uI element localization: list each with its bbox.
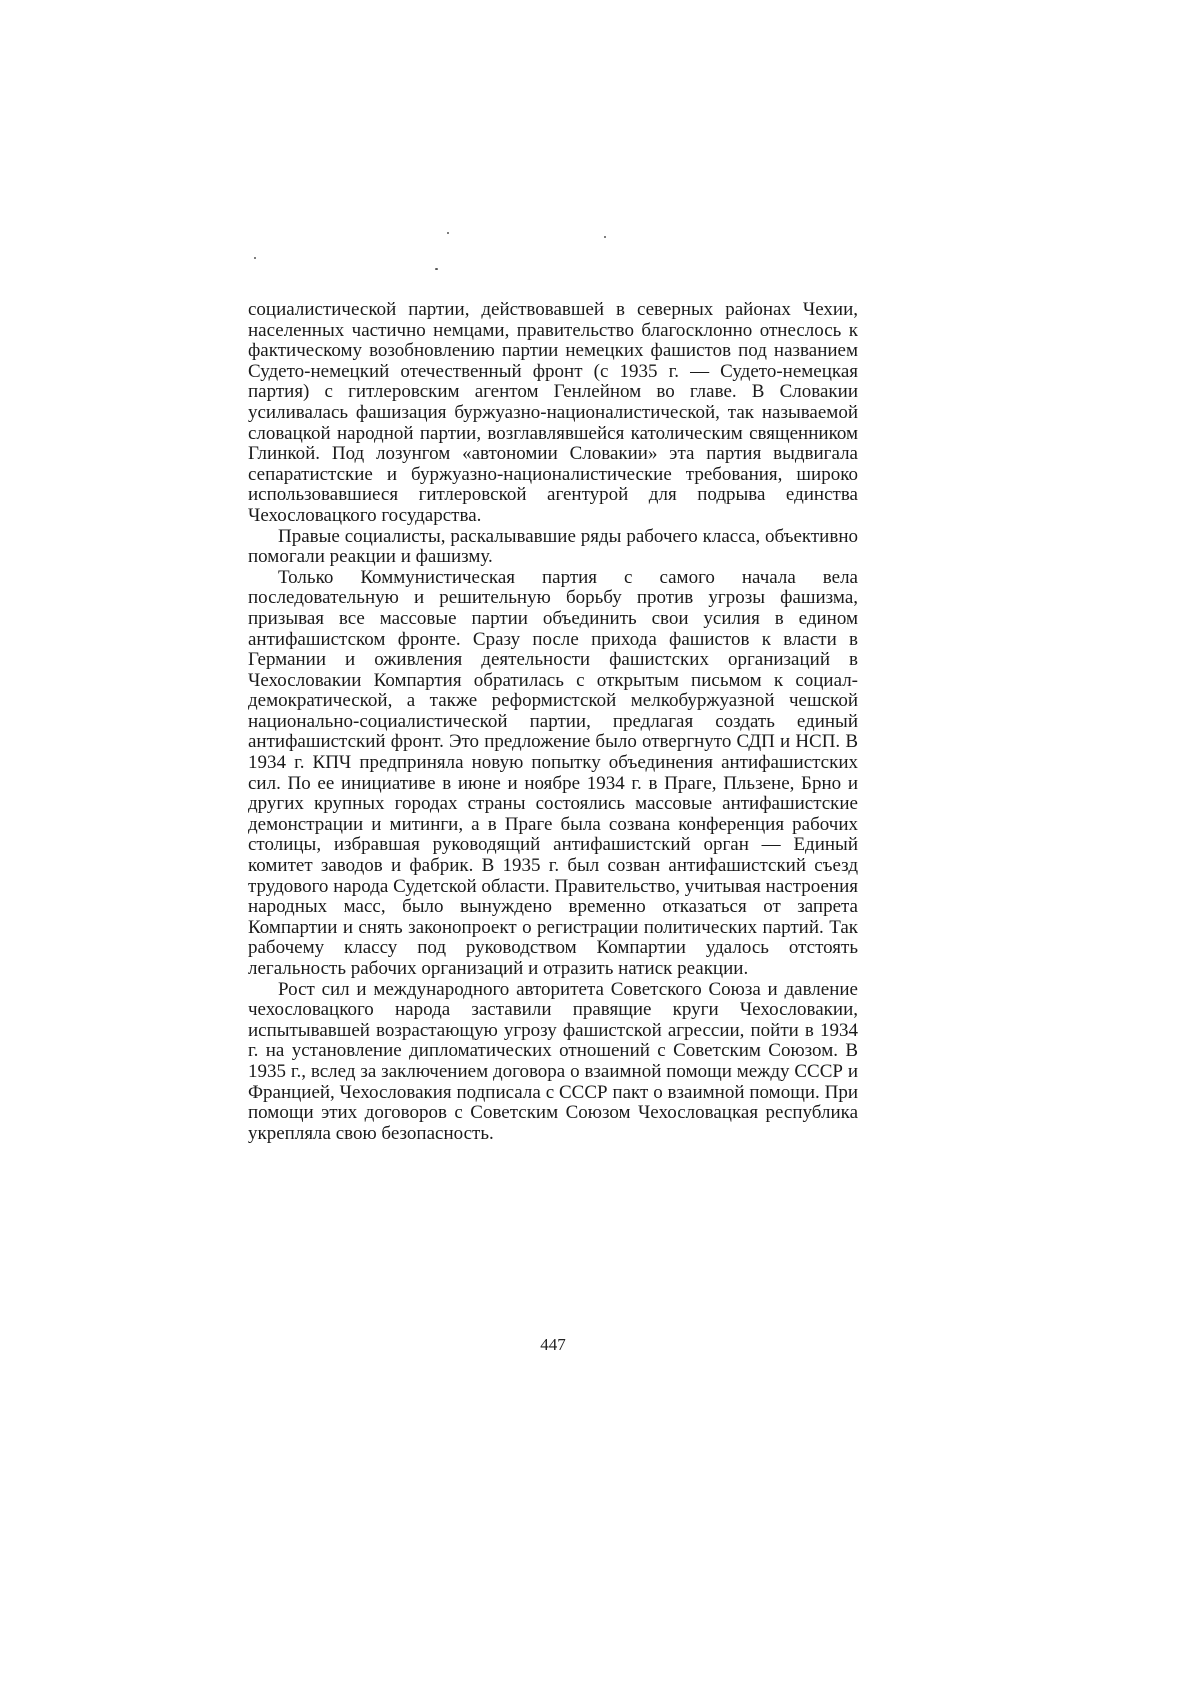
paragraph-2: Правые социалисты, раскалывавшие ряды рабочего класса, объективно помогали реакции и фашизму. [248, 525, 858, 568]
print-speck [254, 257, 256, 259]
print-speck [447, 232, 449, 234]
paragraph-3: Только Коммунистическая партия с самого начала вела последовательную и решительную борьбу против угрозы фашизма, призывая все массовые партии объединить свои усилия в едином антифашистском фронте. Сразу после прихода фашистов к власти в Германии и оживления деятельности фашистских организаций в Чехословакии Компартия обратилась с открытым письмом к социал-демократической, а также реформистской мелкобуржуазной чешской национально-социалистической партии, предлагая создать единый антифашистский фронт. Это предложение было отвергнуто СДП и НСП. В 1934 г. КПЧ предприняла новую попытку объединения антифашистских сил. По ее инициативе в июне и ноябре 1934 г. в Праге, Пльзене, Брно и других крупных городах страны состоялись массовые антифашистские демонстрации и митинги, а в Праге была созвана конференция рабочих столицы, избравшая руководящий антифашистский орган — Единый комитет заводов и фабрик. В 1935 г. был созван антифашистский съезд трудового народа Судетской области. Правительство, учитывая настроения народных масс, было вынуждено временно отказаться от запрета Компартии и снять законопроект о регистрации политических партий. Так рабочему классу под руководством Компартии удалось отстоять легальность рабочих организаций и отразить натиск реакции. [248, 566, 858, 979]
print-speck [604, 236, 606, 238]
body-text [248, 300, 858, 1144]
paragraph-1: социалистической партии, действовавшей в северных районах Чехии, населенных частично немцами, правительство благосклонно отнеслось к фактическому возобновлению партии немецких фашистов под названием Судето-немецкий отечественный фронт (с 1935 г. — Судето-немецкая партия) с гитлеровским агентом Генлейном во главе. В Словакии усиливалась фашизация буржуазно-националистической, так называемой словацкой народной партии, возглавлявшейся католическим священником Глинкой. Под лозунгом «автономии Словакии» эта партия выдвигала сепаратистские и буржуазно-националистические требования, широко использовавшиеся гитлеровской агентурой для подрыва единства Чехословацкого государства. [248, 299, 858, 526]
print-speck [435, 268, 438, 270]
paragraph-4: Рост сил и международного авторитета Советского Союза и давление чехословацкого народа заставили правящие круги Чехословакии, испытывавшей возрастающую угрозу фашистской агрессии, пойти в 1934 г. на установление дипломатических отношений с Советским Союзом. В 1935 г., вслед за заключением договора о взаимной помощи между СССР и Францией, Чехословакия подписала с СССР пакт о взаимной помощи. При помощи этих договоров с Советским Союзом Чехословацкая республика укрепляла свою безопасность. [248, 978, 858, 1144]
page-number: 447 [540, 1335, 566, 1354]
